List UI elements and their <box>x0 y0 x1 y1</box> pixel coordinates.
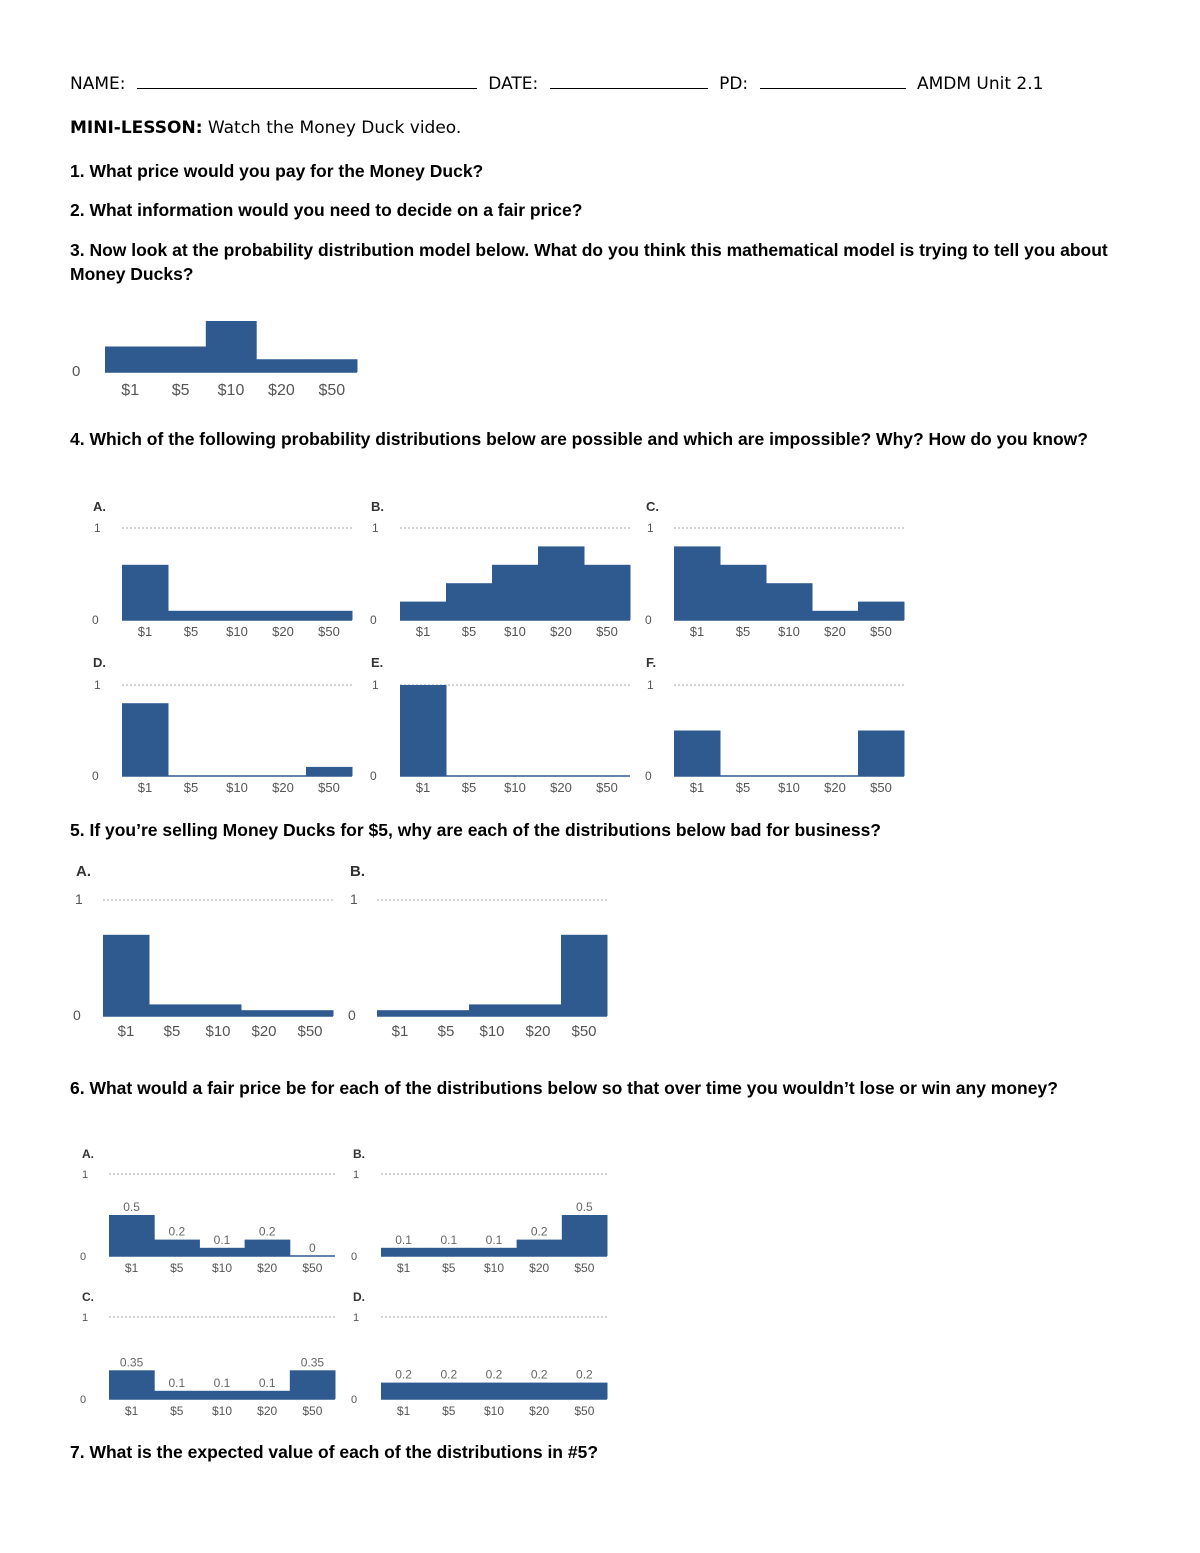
value-label-q6-D-3: 0.2 <box>530 1367 548 1382</box>
x-tick-q6-A-4: $50 <box>302 1261 323 1275</box>
question-6: 6. What would a fair price be for each of the distributions below so that over time you wouldn’t lose or win any money? <box>70 1078 1058 1098</box>
x-tick-q5-A-3: $20 <box>251 1023 277 1040</box>
bar-q6-D-2 <box>471 1383 517 1399</box>
bar-q6-D-0 <box>381 1383 427 1399</box>
x-tick-q3-model-2: $10 <box>217 382 245 399</box>
x-tick-q6-A-0: $1 <box>124 1261 139 1275</box>
x-tick-q4-B-0: $1 <box>415 624 431 639</box>
y-tick-0-q4-B: 0 <box>370 613 377 627</box>
chart-title-q4-D: D. <box>93 655 106 670</box>
value-label-q6-C-3: 0.1 <box>258 1375 276 1390</box>
bar-q6-D-4 <box>562 1383 608 1399</box>
name-label: NAME: <box>70 74 126 94</box>
value-label-q6-C-1: 0.1 <box>168 1375 186 1390</box>
x-tick-q6-C-4: $50 <box>302 1404 323 1418</box>
bar-q6-C-3 <box>245 1391 291 1399</box>
x-tick-q6-C-2: $10 <box>211 1404 233 1418</box>
mini-lesson-label: MINI-LESSON: <box>70 118 203 138</box>
bar-q6-B-0 <box>381 1248 427 1256</box>
value-label-q6-C-2: 0.1 <box>213 1375 231 1390</box>
value-label-q6-D-1: 0.2 <box>440 1367 458 1382</box>
x-tick-q5-A-0: $1 <box>117 1023 135 1040</box>
x-tick-q5-B-1: $5 <box>437 1023 455 1040</box>
x-tick-q4-A-1: $5 <box>183 624 199 639</box>
x-tick-q4-A-0: $1 <box>137 624 153 639</box>
chart-title-q4-B: B. <box>371 499 384 514</box>
bar-q4-A-3 <box>260 611 307 620</box>
value-label-q6-B-1: 0.1 <box>440 1232 458 1247</box>
y-tick-1-q6-A: 1 <box>82 1169 89 1181</box>
x-tick-q6-B-3: $20 <box>529 1261 550 1275</box>
x-tick-q6-D-2: $10 <box>483 1404 505 1418</box>
chart-title-q6-A: A. <box>82 1147 94 1161</box>
chart-title-q6-C: C. <box>82 1290 94 1304</box>
y-tick-1-q6-B: 1 <box>353 1169 360 1181</box>
x-tick-q4-B-1: $5 <box>461 624 477 639</box>
x-tick-q6-C-3: $20 <box>257 1404 278 1418</box>
bar-q3-model-0 <box>105 347 156 373</box>
question-4: 4. Which of the following probability distributions below are possible and which are impossible? Why? How do you know? <box>70 429 1088 449</box>
x-tick-q6-C-1: $5 <box>170 1404 184 1418</box>
pd-label: PD: <box>719 74 749 94</box>
y-tick-0-q6-D: 0 <box>351 1394 358 1406</box>
x-tick-q3-model-1: $5 <box>171 382 190 399</box>
value-label-q6-A-2: 0.1 <box>213 1232 231 1247</box>
x-tick-q3-model-4: $50 <box>318 382 346 399</box>
bar-q4-F-4 <box>858 731 905 777</box>
value-label-q6-D-0: 0.2 <box>395 1367 412 1382</box>
bar-q4-B-2 <box>492 565 539 620</box>
bar-q3-model-2 <box>206 321 257 372</box>
x-tick-q4-F-4: $50 <box>870 780 892 795</box>
x-tick-q4-D-3: $20 <box>272 780 294 795</box>
value-label-q6-D-4: 0.2 <box>576 1367 593 1382</box>
x-tick-q4-D-1: $5 <box>183 780 199 795</box>
x-tick-q4-D-4: $50 <box>318 780 340 795</box>
bar-q5-A-2 <box>195 1004 242 1016</box>
x-tick-q4-C-0: $1 <box>689 624 705 639</box>
bar-q6-B-1 <box>426 1248 472 1256</box>
y-tick-1-q4-D: 1 <box>94 678 101 692</box>
bar-q4-C-4 <box>858 602 905 620</box>
bar-q4-E-0 <box>400 685 447 776</box>
value-label-q6-A-4: 0 <box>309 1241 316 1255</box>
x-tick-q4-F-2: $10 <box>778 780 800 795</box>
bar-q4-D-0 <box>122 703 169 776</box>
bar-q6-A-3 <box>245 1240 291 1256</box>
bar-q3-model-1 <box>155 347 206 373</box>
y-tick-0-q4-E: 0 <box>370 769 377 783</box>
chart-title-q4-E: E. <box>371 655 384 670</box>
value-label-q6-A-1: 0.2 <box>168 1224 186 1239</box>
question-7: 7. What is the expected value of each of the distributions in #5? <box>70 1442 599 1462</box>
x-tick-q4-A-4: $50 <box>318 624 340 639</box>
y-tick-0-q4-C: 0 <box>645 613 652 627</box>
value-label-q6-A-3: 0.2 <box>258 1224 276 1239</box>
x-tick-q6-C-0: $1 <box>124 1404 139 1418</box>
bar-q5-B-2 <box>469 1004 516 1016</box>
x-tick-q6-D-4: $50 <box>574 1404 595 1418</box>
bar-q5-B-1 <box>423 1010 470 1016</box>
bar-q6-B-3 <box>517 1240 563 1256</box>
y-tick-0-q4-F: 0 <box>645 769 652 783</box>
bar-q4-C-0 <box>674 546 721 620</box>
x-tick-q6-B-4: $50 <box>574 1261 595 1275</box>
bar-q4-A-4 <box>306 611 353 620</box>
y-tick-1-q4-C: 1 <box>647 521 654 535</box>
bar-q4-A-2 <box>214 611 261 620</box>
y-tick-1-q4-A: 1 <box>94 521 101 535</box>
y-tick-1-q4-B: 1 <box>372 521 379 535</box>
x-tick-q3-model-3: $20 <box>268 382 295 399</box>
bar-q4-C-1 <box>720 565 767 620</box>
x-tick-q6-B-2: $10 <box>483 1261 505 1275</box>
bar-q4-A-0 <box>122 565 169 620</box>
unit-label: AMDM Unit 2.1 <box>916 74 1044 94</box>
chart-title-q4-A: A. <box>93 499 106 514</box>
bar-q4-C-3 <box>812 611 859 620</box>
x-tick-q5-A-1: $5 <box>163 1023 181 1040</box>
x-tick-q4-E-4: $50 <box>596 780 618 795</box>
y-tick-1-q6-C: 1 <box>82 1312 89 1324</box>
x-tick-q6-D-1: $5 <box>442 1404 456 1418</box>
bar-q6-A-1 <box>154 1240 200 1256</box>
x-tick-q6-B-1: $5 <box>442 1261 456 1275</box>
value-label-q6-B-4: 0.5 <box>576 1200 593 1214</box>
value-label-q6-A-0: 0.5 <box>123 1200 140 1214</box>
question-5: 5. If you’re selling Money Ducks for $5, why are each of the distributions below bad for business? <box>70 820 881 840</box>
bar-q6-A-2 <box>199 1248 245 1256</box>
y-tick-0-q4-A: 0 <box>92 613 99 627</box>
x-tick-q6-B-0: $1 <box>396 1261 411 1275</box>
x-tick-q4-E-0: $1 <box>415 780 431 795</box>
bar-q6-A-0 <box>109 1215 155 1256</box>
x-tick-q4-F-1: $5 <box>735 780 751 795</box>
x-tick-q4-C-1: $5 <box>735 624 751 639</box>
value-label-q6-B-3: 0.2 <box>530 1224 548 1239</box>
date-label: DATE: <box>488 74 539 94</box>
y-tick-0-q4-D: 0 <box>92 769 99 783</box>
x-tick-q5-A-4: $50 <box>297 1023 323 1040</box>
chart-title-q5-A: A. <box>76 863 91 880</box>
x-tick-q4-E-3: $20 <box>550 780 572 795</box>
value-label-q6-B-2: 0.1 <box>485 1232 503 1247</box>
y-tick-1-q5-A: 1 <box>75 891 83 907</box>
x-tick-q4-F-3: $20 <box>824 780 846 795</box>
bar-q6-B-4 <box>562 1215 608 1256</box>
y-tick-1-q4-E: 1 <box>372 678 379 692</box>
x-tick-q5-A-2: $10 <box>205 1023 231 1040</box>
y-tick-0-q3-model: 0 <box>72 363 81 380</box>
y-tick-0-q6-A: 0 <box>80 1251 87 1263</box>
bar-q5-B-3 <box>515 1004 562 1016</box>
bar-q3-model-4 <box>307 359 358 372</box>
bar-q4-F-0 <box>674 731 721 777</box>
bar-q5-A-1 <box>149 1004 196 1016</box>
y-tick-0-q6-B: 0 <box>351 1251 358 1263</box>
x-tick-q4-B-3: $20 <box>550 624 572 639</box>
x-tick-q4-E-2: $10 <box>504 780 526 795</box>
chart-title-q6-B: B. <box>353 1147 365 1161</box>
bar-q4-B-0 <box>400 602 447 620</box>
x-tick-q5-B-3: $20 <box>525 1023 551 1040</box>
bar-q4-C-2 <box>766 583 813 620</box>
bar-q6-C-2 <box>199 1391 245 1399</box>
chart-title-q4-F: F. <box>646 655 657 670</box>
chart-title-q6-D: D. <box>353 1290 365 1304</box>
bar-q4-D-4 <box>306 767 353 776</box>
x-tick-q4-C-4: $50 <box>870 624 892 639</box>
x-tick-q5-B-2: $10 <box>479 1023 505 1040</box>
value-label-q6-C-0: 0.35 <box>119 1355 144 1370</box>
x-tick-q4-C-3: $20 <box>824 624 846 639</box>
bar-q5-B-4 <box>561 935 608 1016</box>
bar-q6-C-4 <box>290 1370 336 1399</box>
x-tick-q6-A-1: $5 <box>170 1261 184 1275</box>
bar-q5-A-4 <box>287 1010 334 1016</box>
question-1: 1. What price would you pay for the Money Duck? <box>70 161 484 181</box>
bar-q6-D-3 <box>517 1383 563 1399</box>
x-tick-q6-A-3: $20 <box>257 1261 278 1275</box>
x-tick-q4-D-0: $1 <box>137 780 153 795</box>
y-tick-1-q4-F: 1 <box>647 678 654 692</box>
value-label-q6-C-4: 0.35 <box>300 1355 325 1370</box>
y-tick-0-q5-A: 0 <box>73 1007 81 1023</box>
bar-q5-B-0 <box>377 1010 424 1016</box>
mini-lesson-text: Watch the Money Duck video. <box>207 118 462 138</box>
chart-title-q5-B: B. <box>350 863 365 880</box>
x-tick-q4-A-3: $20 <box>272 624 294 639</box>
y-tick-1-q6-D: 1 <box>353 1312 360 1324</box>
chart-title-q4-C: C. <box>646 499 659 514</box>
value-label-q6-B-0: 0.1 <box>395 1232 412 1247</box>
bar-q5-A-0 <box>103 935 150 1016</box>
x-tick-q5-B-0: $1 <box>391 1023 409 1040</box>
x-tick-q5-B-4: $50 <box>571 1023 597 1040</box>
bar-q4-B-3 <box>538 546 585 620</box>
bar-q4-B-4 <box>584 565 631 620</box>
x-tick-q4-B-4: $50 <box>596 624 618 639</box>
x-tick-q6-A-2: $10 <box>211 1261 233 1275</box>
bar-q4-B-1 <box>446 583 493 620</box>
question-2: 2. What information would you need to decide on a fair price? <box>70 200 583 220</box>
y-tick-1-q5-B: 1 <box>350 891 358 907</box>
value-label-q6-D-2: 0.2 <box>485 1367 503 1382</box>
bar-q6-C-0 <box>109 1370 155 1399</box>
x-tick-q4-E-1: $5 <box>461 780 477 795</box>
question-3: 3. Now look at the probability distribution model below. What do you think this mathematical model is trying to tell you about Money Ducks? <box>70 240 1108 284</box>
x-tick-q6-D-3: $20 <box>529 1404 550 1418</box>
x-tick-q3-model-0: $1 <box>121 382 140 399</box>
x-tick-q4-F-0: $1 <box>689 780 705 795</box>
bar-q3-model-3 <box>256 359 307 372</box>
x-tick-q4-A-2: $10 <box>226 624 248 639</box>
x-tick-q4-D-2: $10 <box>226 780 248 795</box>
x-tick-q4-B-2: $10 <box>504 624 526 639</box>
bar-q5-A-3 <box>241 1010 288 1016</box>
bar-q6-B-2 <box>471 1248 517 1256</box>
y-tick-0-q5-B: 0 <box>348 1007 356 1023</box>
x-tick-q4-C-2: $10 <box>778 624 800 639</box>
bar-q4-A-1 <box>168 611 215 620</box>
y-tick-0-q6-C: 0 <box>80 1394 87 1406</box>
bar-q6-D-1 <box>426 1383 472 1399</box>
x-tick-q6-D-0: $1 <box>396 1404 411 1418</box>
bar-q6-C-1 <box>154 1391 200 1399</box>
